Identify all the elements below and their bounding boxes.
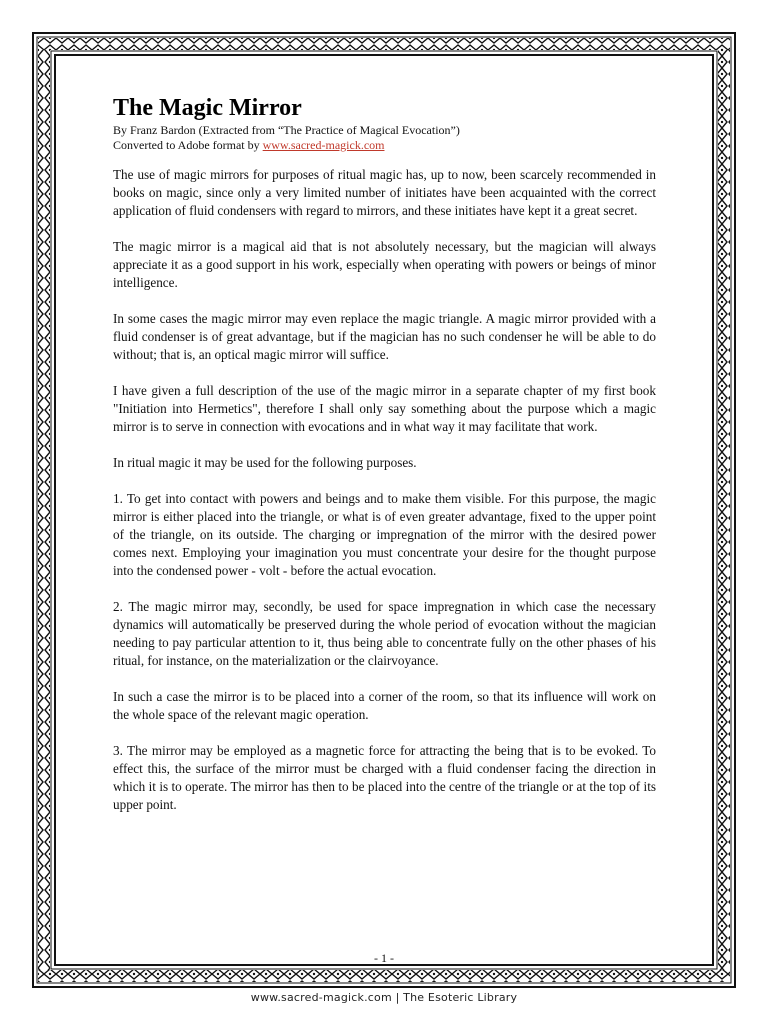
document-meta	[113, 123, 460, 152]
paragraph: The use of magic mirrors for purposes of ritual magic has, up to now, been scarcely recommended in books on magic, since only a very limited number of initiates have been acquainted with the correct application of fluid condensers with regard to mirrors, and these initiates have kept it a great secret.	[113, 167, 656, 218]
source-link[interactable]: www.sacred-magick.com	[262, 137, 385, 152]
body-text	[113, 166, 656, 832]
paragraph: In such a case the mirror is to be placed into a corner of the room, so that its influence will work on the whole space of the relevant magic operation.	[113, 689, 656, 722]
paragraph: In ritual magic it may be used for the following purposes.	[113, 455, 417, 470]
conversion-prefix: Converted to Adobe format by	[113, 137, 263, 152]
conversion-note	[113, 138, 460, 153]
paragraph: I have given a full description of the use of the magic mirror in a separate chapter of my first book "Initiation into Hermetics", therefore I shall only say something about the purpose which a magic mirror is to serve in connection with evocations and in what way it may facilitate that work.	[113, 383, 656, 434]
paragraph: 3. The mirror may be employed as a magnetic force for attracting the being that is to be evoked. To effect this, the surface of the mirror must be charged with a fluid condenser facing the direction in which it is to operate. The mirror has then to be placed into the centre of the triangle or at the top of its upper point.	[113, 743, 656, 812]
paragraph: The magic mirror is a magical aid that is not absolutely necessary, but the magician will always appreciate it as a good support in his work, especially when operating with powers or beings of minor intelligence.	[113, 239, 656, 290]
paragraph: 1. To get into contact with powers and beings and to make them visible. For this purpose, the magic mirror is either placed into the triangle, or what is of even greater advantage, fixed to the upper point of the triangle, on its outside. The charging or impregnation of the mirror with the desired power comes next. Employing your imagination you must concentrate your desire for the thought purpose into the condensed power - volt - before the actual evocation.	[113, 491, 656, 578]
footer: www.sacred-magick.com | The Esoteric Library	[250, 991, 518, 1004]
byline: By Franz Bardon (Extracted from “The Practice of Magical Evocation”)	[113, 123, 460, 137]
page-number: - 1 -	[374, 951, 394, 965]
paragraph: 2. The magic mirror may, secondly, be used for space impregnation in which case the necessary dynamics will automatically be preserved during the whole period of evocation without the magician needing to pay particular attention to it, thus being able to concentrate fully on the other phases of his ritual, for instance, on the materialization or the clairvoyance.	[113, 599, 656, 668]
paragraph: In some cases the magic mirror may even replace the magic triangle. A magic mirror provided with a fluid condenser is of great advantage, but if the magician has no such condenser he will be able to do without; that is, an optical magic mirror will suffice.	[113, 311, 656, 362]
page-title: The Magic Mirror	[113, 95, 302, 121]
